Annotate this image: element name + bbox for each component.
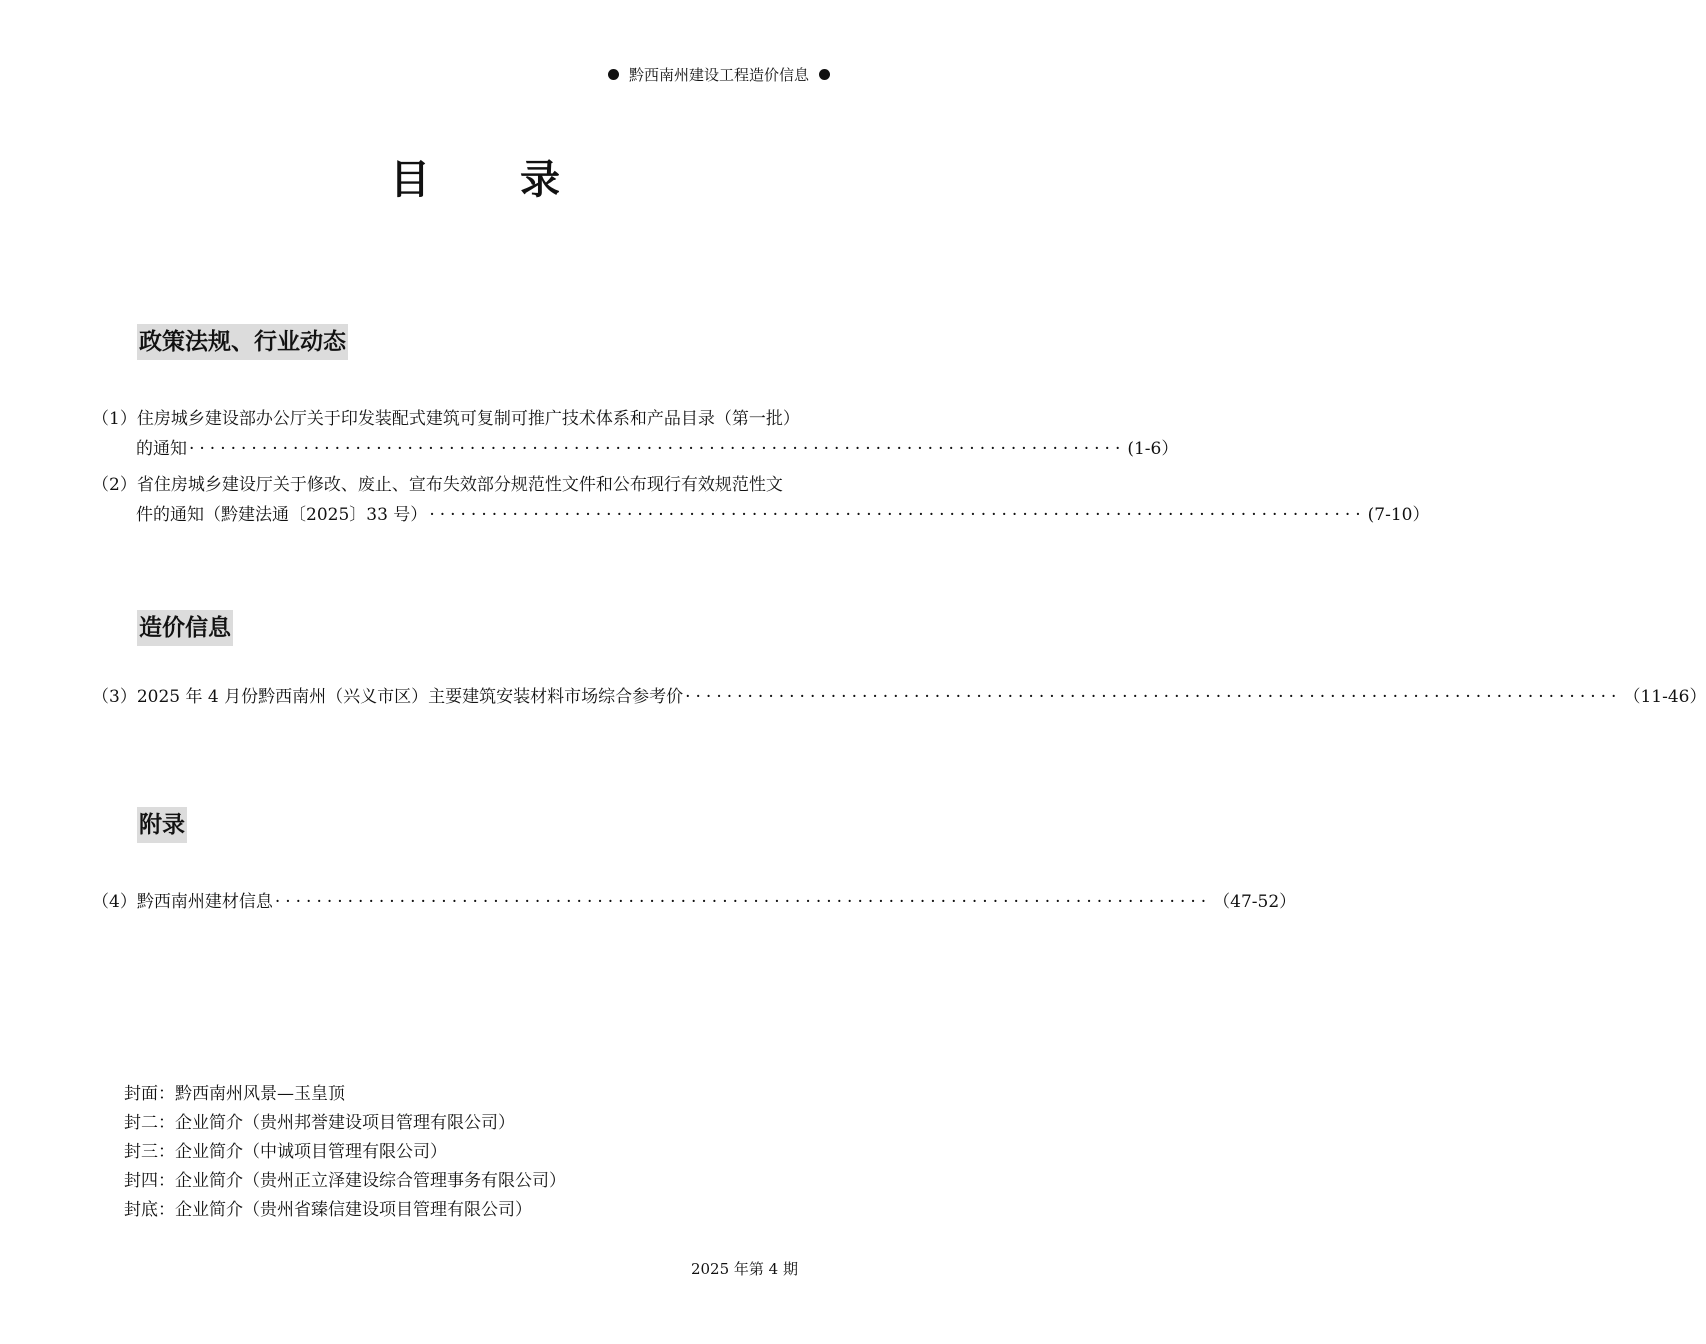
- toc-entry-text: （2）省住房城乡建设厅关于修改、废止、宣布失效部分规范性文件和公布现行有效规范性文: [92, 475, 783, 495]
- cover-notes: [124, 1080, 566, 1225]
- toc-entry-text: （4）黔西南州建材信息: [92, 892, 273, 912]
- toc-entry-pages: (7-10）: [1367, 505, 1430, 525]
- toc-entry-pages: （47-52）: [1213, 892, 1297, 912]
- cover-note-row: [124, 1196, 566, 1225]
- cover-note-value: 企业简介（贵州邦誉建设项目管理有限公司）: [175, 1113, 515, 1133]
- cover-note-row: [124, 1138, 566, 1167]
- leader-dots: ··························································································: [685, 687, 1622, 707]
- toc-entry-text: 件的通知（黔建法通〔2025〕33 号）: [136, 505, 428, 525]
- cover-note-value: 企业简介（贵州省臻信建设项目管理有限公司）: [175, 1200, 532, 1220]
- cover-note-row: [124, 1109, 566, 1138]
- cover-note-label: 封三：: [124, 1142, 175, 1162]
- cover-note-row: [124, 1080, 566, 1109]
- page-title: 目 录: [390, 156, 598, 203]
- cover-note-label: 封二：: [124, 1113, 175, 1133]
- cover-note-label: 封面：: [124, 1084, 175, 1104]
- cover-note-label: 封底：: [124, 1200, 175, 1220]
- running-header: [608, 64, 830, 85]
- leader-dots: ··························································································: [429, 505, 1366, 525]
- toc-entry-line: [92, 470, 872, 500]
- cover-note-value: 黔西南州风景—玉皇顶: [175, 1084, 345, 1104]
- cover-note-row: [124, 1167, 566, 1196]
- toc-entry-3[interactable]: [92, 682, 1706, 712]
- toc-entry-line: [92, 887, 1297, 917]
- section-heading-policy: 政策法规、行业动态: [137, 324, 348, 360]
- toc-entry-2[interactable]: [92, 470, 1430, 530]
- toc-entry-text: （1）住房城乡建设部办公厅关于印发装配式建筑可复制可推广技术体系和产品目录（第一批）: [92, 409, 800, 429]
- cover-note-label: 封四：: [124, 1171, 175, 1191]
- leader-dots: ··························································································: [274, 892, 1212, 912]
- bullet-dot-icon: [819, 69, 830, 80]
- toc-entry-pages: （11-46）: [1623, 687, 1706, 707]
- toc-entry-line: [92, 682, 1706, 712]
- toc-entry-line: [92, 500, 1430, 530]
- header-text: 黔西南州建设工程造价信息: [628, 66, 809, 84]
- toc-entry-line: [92, 404, 872, 434]
- leader-dots: ··························································································: [189, 439, 1126, 459]
- toc-entry-1[interactable]: [92, 404, 1179, 464]
- toc-entry-text: （3）2025 年 4 月份黔西南州（兴义市区）主要建筑安装材料市场综合参考价: [92, 687, 684, 707]
- issue-footer: 2025 年第 4 期: [690, 1260, 798, 1278]
- bullet-dot-icon: [608, 69, 619, 80]
- section-heading-cost-info: 造价信息: [137, 610, 233, 646]
- toc-entry-4[interactable]: [92, 887, 1297, 917]
- cover-note-value: 企业简介（中诚项目管理有限公司）: [175, 1142, 447, 1162]
- toc-entry-pages: (1-6）: [1127, 439, 1179, 459]
- cover-note-value: 企业简介（贵州正立泽建设综合管理事务有限公司）: [175, 1171, 566, 1191]
- section-heading-appendix: 附录: [137, 807, 187, 843]
- toc-entry-line: [92, 434, 1179, 464]
- toc-entry-text: 的通知: [136, 439, 187, 459]
